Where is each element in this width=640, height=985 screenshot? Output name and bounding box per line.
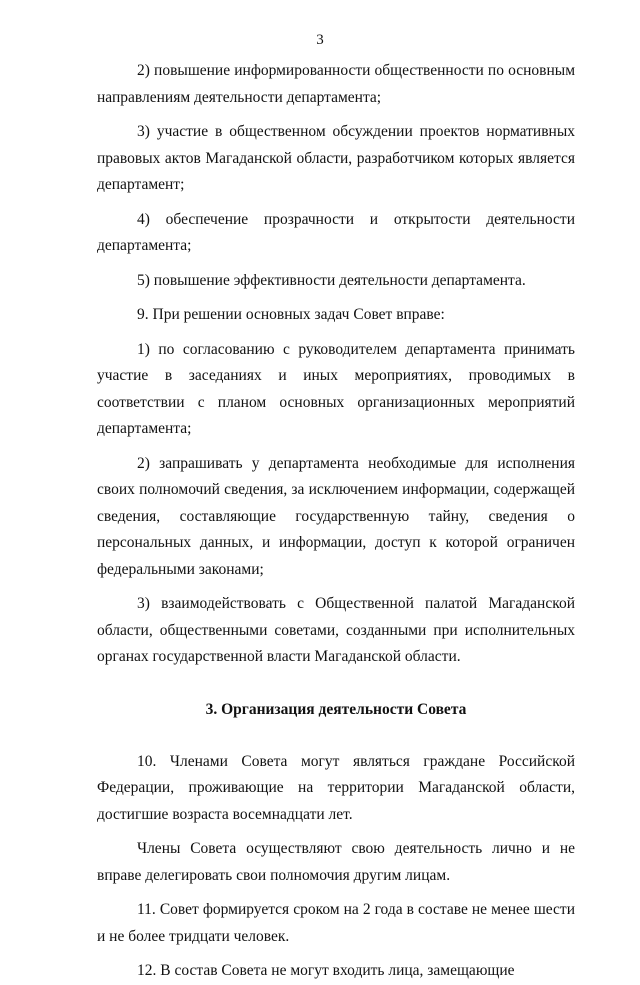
paragraph-right-1: 1) по согласованию с руководителем департамента принимать участие в заседаниях и иных мероприятиях, проводимых в соответствии с планом основных организационных мероприятий департамента; [97, 340, 575, 437]
paragraph-item-5: 5) повышение эффективности деятельности департамента. [137, 271, 526, 289]
paragraph-clause-11: 11. Совет формируется сроком на 2 года в составе не менее шести и не более тридцати человек. [97, 901, 575, 945]
page-number: 3 [316, 32, 324, 48]
paragraph-item-3: 3) участие в общественном обсуждении проектов нормативных правовых актов Магаданской области, разработчиком которых является департамент; [97, 123, 575, 193]
paragraph-item-4: 4) обеспечение прозрачности и открытости деятельности департамента; [97, 210, 575, 254]
paragraph-members-delegation: Члены Совета осуществляют свою деятельность лично и не вправе делегировать свои полномочия другим лицам. [97, 840, 575, 884]
paragraph-clause-10: 10. Членами Совета могут являться граждане Российской Федерации, проживающие на территории Магаданской области, достигшие возраста восемнадцати лет. [97, 752, 575, 823]
paragraph-right-3: 3) взаимодействовать с Общественной палатой Магаданской области, общественными советами, созданными при исполнительных органах государственной власти Магаданской области. [97, 595, 575, 665]
document-body [97, 58, 575, 985]
paragraph-clause-9: 9. При решении основных задач Совет вправе: [137, 306, 445, 323]
paragraph-right-2: 2) запрашивать у департамента необходимые для исполнения своих полномочий сведения, за исключением информации, содержащей сведения, составляющие государственную тайну, сведения о персональных данных, и информации, доступ к которой ограничен федеральными законами; [97, 454, 575, 578]
section-title: 3. Организация деятельности Совета [205, 700, 467, 718]
paragraph-item-2: 2) повышение информированности общественности по основным направлениям деятельности департамента; [97, 62, 575, 106]
paragraph-clause-12: 12. В состав Совета не могут входить лица, замещающие [137, 962, 515, 979]
